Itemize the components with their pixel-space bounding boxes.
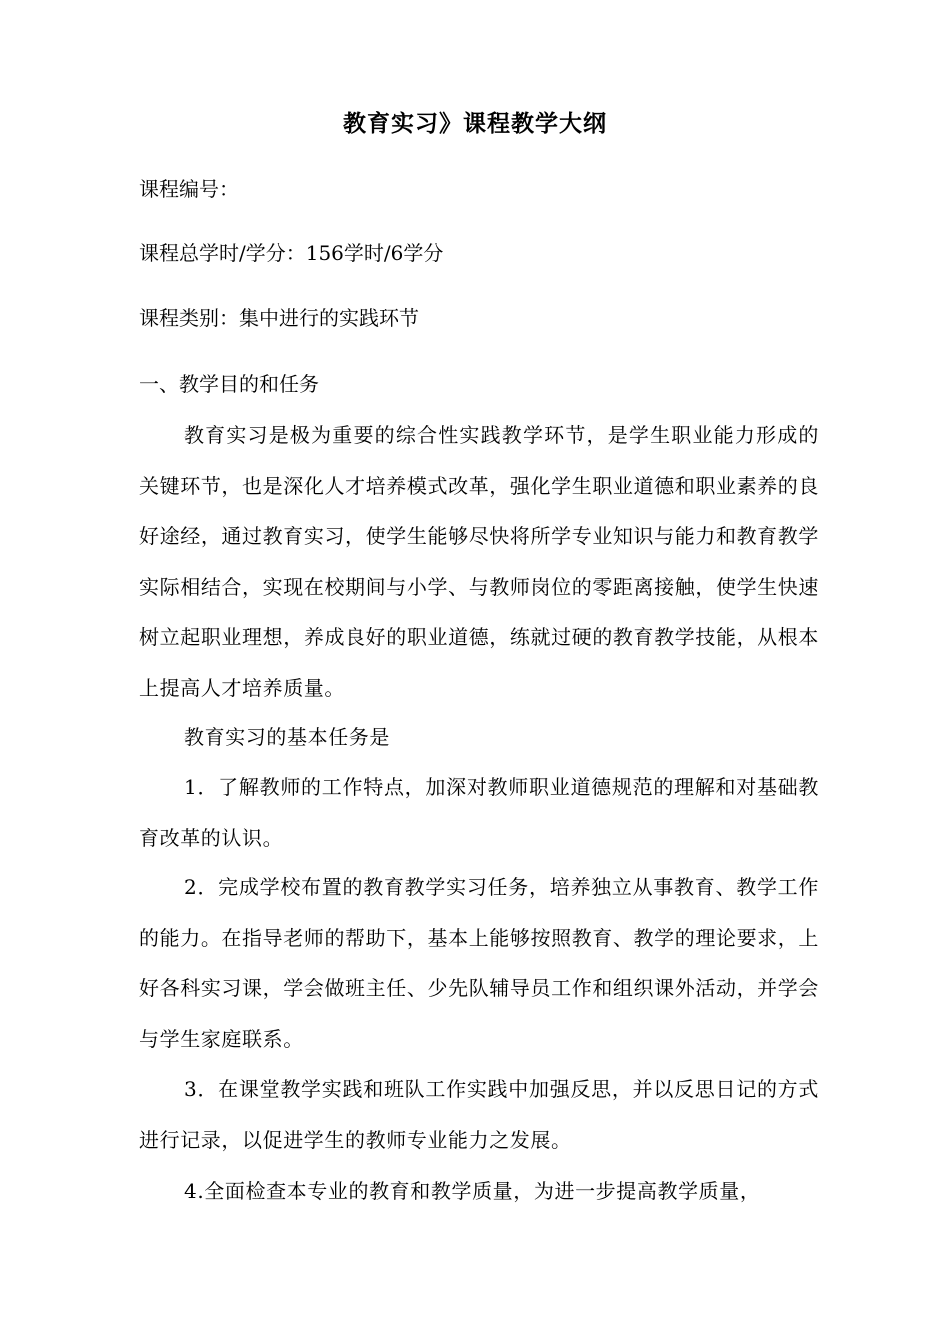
task-2-paragraph: 2．完成学校布置的教育教学实习任务，培养独立从事教育、教学工作的能力。在指导老师的帮助下，基本上能够按照教育、教学的理论要求，上好各科实习课，学会做班主任、少先队辅导员工作和组织课外活动，并学会与学生家庭联系。 <box>139 875 819 1051</box>
course-category-line: 课程类别：集中进行的实践环节 <box>139 306 419 330</box>
course-code-line: 课程编号： <box>139 177 239 201</box>
task-4-paragraph: 4.全面检查本专业的教育和教学质量，为进一步提高教学质量， <box>184 1179 761 1203</box>
tasks-lead-paragraph: 教育实习的基本任务是 <box>184 725 390 749</box>
section-heading: 一、教学目的和任务 <box>139 372 319 396</box>
document-title: 教育实习》课程教学大纲 <box>343 111 607 137</box>
intro-paragraph: 教育实习是极为重要的综合性实践教学环节，是学生职业能力形成的关键环节，也是深化人才培养模式改革，强化学生职业道德和职业素养的良好途经，通过教育实习，使学生能够尽快将所学专业知识与能力和教育教学实际相结合，实现在校期间与小学、与教师岗位的零距离接触，使学生快速树立起职业理想，养成良好的职业道德，练就过硬的教育教学技能，从根本上提高人才培养质量。 <box>139 423 819 700</box>
task-1-paragraph: 1．了解教师的工作特点，加深对教师职业道德规范的理解和对基础教育改革的认识。 <box>139 775 819 850</box>
task-3-paragraph: 3．在课堂教学实践和班队工作实践中加强反思，并以反思日记的方式进行记录，以促进学生的教师专业能力之发展。 <box>139 1077 819 1152</box>
hours-credits-line: 课程总学时/学分：156学时/6学分 <box>139 241 444 265</box>
